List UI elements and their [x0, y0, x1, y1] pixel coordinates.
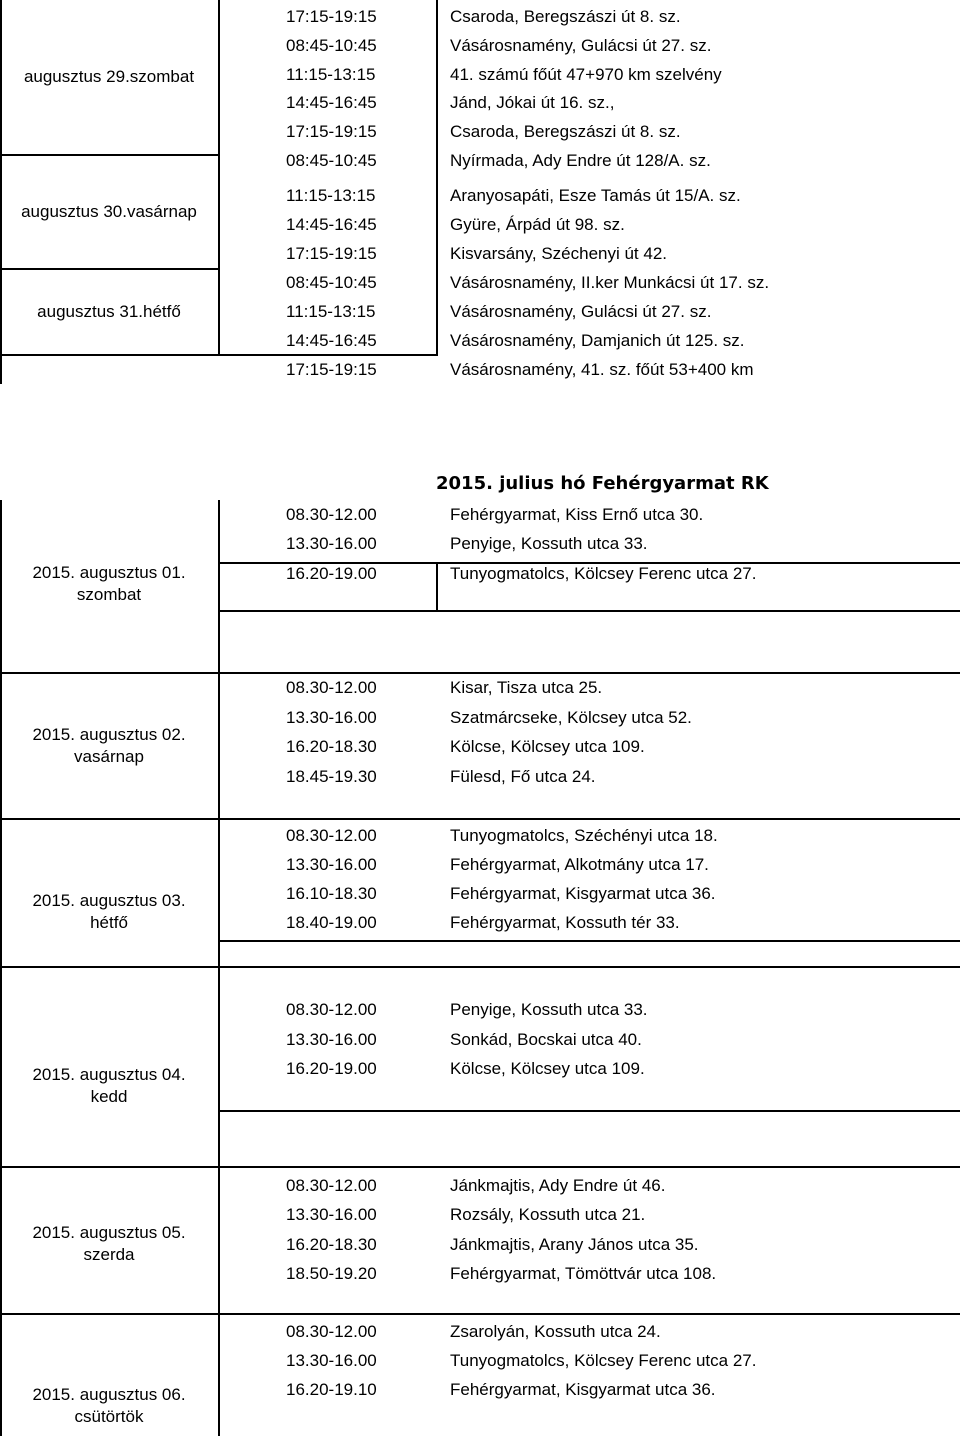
time-cell: 08.30-12.00	[286, 505, 377, 524]
day-separator	[0, 672, 960, 674]
time-cell: 16.20-19.00	[286, 564, 377, 583]
day-label	[0, 0, 218, 154]
day-weekday: vasárnap	[74, 747, 144, 766]
day-date: 2015. augusztus 01.	[32, 563, 186, 582]
location-cell: Fehérgyarmat, Tömöttvár utca 108.	[450, 1264, 717, 1283]
location-cell: Aranyosapáti, Esze Tamás út 15/A. sz.	[450, 186, 741, 205]
time-cell: 16.20-18.30	[286, 737, 377, 756]
day-label	[0, 556, 218, 612]
location-cell: Sonkád, Bocskai utca 40.	[450, 1030, 642, 1049]
location-cell: Tunyogmatolcs, Széchényi utca 18.	[450, 826, 718, 845]
time-cell: 14:45-16:45	[286, 93, 377, 112]
day-date: 2015. augusztus 03.	[32, 891, 186, 910]
time-cell: 11:15-13:15	[286, 302, 376, 321]
time-cell: 08.30-12.00	[286, 826, 377, 845]
time-cell: 08:45-10:45	[286, 151, 377, 170]
location-cell: 41. számú főút 47+970 km szelvény	[450, 65, 722, 84]
location-cell: Vásárosnamény, 41. sz. főút 53+400 km	[450, 360, 754, 379]
location-cell: Zsarolyán, Kossuth utca 24.	[450, 1322, 661, 1341]
time-cell: 17:15-19:15	[286, 360, 377, 379]
time-cell: 11:15-13:15	[286, 186, 376, 205]
time-cell: 16.20-19.10	[286, 1380, 377, 1399]
location-cell: Fehérgyarmat, Kisgyarmat utca 36.	[450, 1380, 716, 1399]
location-cell: Fülesd, Fő utca 24.	[450, 767, 596, 786]
location-cell: Vásárosnamény, Damjanich út 125. sz.	[450, 331, 745, 350]
location-cell: Kölcse, Kölcsey utca 109.	[450, 1059, 645, 1078]
location-cell: Fehérgyarmat, Kisgyarmat utca 36.	[450, 884, 716, 903]
location-cell: Fehérgyarmat, Kossuth tér 33.	[450, 913, 680, 932]
time-cell: 13.30-16.00	[286, 534, 377, 553]
day-label	[0, 1378, 218, 1434]
time-cell: 13.30-16.00	[286, 708, 377, 727]
time-cell: 14:45-16:45	[286, 215, 377, 234]
location-cell: Csaroda, Beregszászi út 8. sz.	[450, 122, 681, 141]
left-border	[0, 500, 2, 1436]
location-cell: Penyige, Kossuth utca 33.	[450, 534, 648, 553]
location-cell: Kisar, Tisza utca 25.	[450, 678, 603, 697]
day-date: 2015. augusztus 05.	[32, 1223, 186, 1242]
day-separator	[0, 818, 960, 820]
day-weekday: szombat	[76, 585, 142, 604]
day-weekday: csütörtök	[74, 1407, 144, 1426]
location-cell: Jánd, Jókai út 16. sz.,	[450, 93, 615, 112]
top-divider-2	[436, 0, 438, 356]
day-date: 2015. augusztus 04.	[32, 1065, 186, 1084]
day-separator	[0, 966, 960, 968]
time-cell: 18.50-19.20	[286, 1264, 377, 1283]
day-label	[0, 884, 218, 940]
day-label-text: augusztus 30.vasárnap	[21, 202, 197, 221]
time-cell: 08:45-10:45	[286, 36, 377, 55]
day-weekday: hétfő	[90, 913, 128, 932]
time-cell: 08.30-12.00	[286, 1000, 377, 1019]
day-separator	[0, 1166, 960, 1168]
location-cell: Nyírmada, Ady Endre út 128/A. sz.	[450, 151, 711, 170]
location-cell: Fehérgyarmat, Alkotmány utca 17.	[450, 855, 709, 874]
location-cell: Tunyogmatolcs, Kölcsey Ferenc utca 27.	[450, 564, 757, 583]
row-line	[220, 940, 960, 942]
day-label	[0, 270, 218, 354]
day-date: 2015. augusztus 02.	[32, 725, 186, 744]
location-cell: Kisvarsány, Széchenyi út 42.	[450, 244, 668, 263]
time-cell: 13.30-16.00	[286, 1030, 377, 1049]
day-date: 2015. augusztus 06.	[32, 1385, 186, 1404]
location-cell: Rozsály, Kossuth utca 21.	[450, 1205, 646, 1224]
location-cell: Fehérgyarmat, Kiss Ernő utca 30.	[450, 505, 704, 524]
time-cell: 17:15-19:15	[286, 244, 377, 263]
column-divider	[436, 562, 438, 610]
day-label-text: augusztus 31.hétfő	[37, 302, 181, 321]
day-label	[0, 718, 218, 774]
row-line	[220, 610, 960, 612]
location-cell: Jánkmajtis, Ady Endre út 46.	[450, 1176, 666, 1195]
time-cell: 13.30-16.00	[286, 1205, 377, 1224]
time-cell: 17:15-19:15	[286, 122, 377, 141]
time-cell: 16.10-18.30	[286, 884, 377, 903]
location-cell: Penyige, Kossuth utca 33.	[450, 1000, 648, 1019]
time-cell: 16.20-18.30	[286, 1235, 377, 1254]
time-cell: 08:45-10:45	[286, 273, 377, 292]
day-label	[0, 156, 218, 268]
day-label	[0, 1058, 218, 1114]
time-cell: 18.45-19.30	[286, 767, 377, 786]
time-cell: 08.30-12.00	[286, 1176, 377, 1195]
row-separator	[0, 354, 438, 356]
row-line	[220, 1110, 960, 1112]
column-divider	[218, 500, 220, 1436]
page-heading: 2015. julius hó Fehérgyarmat RK	[436, 473, 769, 494]
day-label-text: augusztus 29.szombat	[23, 67, 195, 86]
time-cell: 16.20-19.00	[286, 1059, 377, 1078]
top-divider-1	[218, 0, 220, 356]
day-weekday: kedd	[90, 1087, 128, 1106]
time-cell: 08.30-12.00	[286, 678, 377, 697]
location-cell: Csaroda, Beregszászi út 8. sz.	[450, 7, 681, 26]
location-cell: Tunyogmatolcs, Kölcsey Ferenc utca 27.	[450, 1351, 757, 1370]
time-cell: 13.30-16.00	[286, 855, 377, 874]
time-cell: 11:15-13:15	[286, 65, 376, 84]
time-cell: 13.30-16.00	[286, 1351, 377, 1370]
day-separator	[0, 1313, 960, 1315]
time-cell: 08.30-12.00	[286, 1322, 377, 1341]
time-cell: 14:45-16:45	[286, 331, 377, 350]
location-cell: Vásárosnamény, Gulácsi út 27. sz.	[450, 302, 712, 321]
time-cell: 18.40-19.00	[286, 913, 377, 932]
location-cell: Gyüre, Árpád út 98. sz.	[450, 215, 625, 234]
location-cell: Kölcse, Kölcsey utca 109.	[450, 737, 645, 756]
time-cell: 17:15-19:15	[286, 7, 377, 26]
day-weekday: szerda	[83, 1245, 135, 1264]
location-cell: Vásárosnamény, II.ker Munkácsi út 17. sz.	[450, 273, 770, 292]
day-label	[0, 1216, 218, 1272]
location-cell: Jánkmajtis, Arany János utca 35.	[450, 1235, 699, 1254]
location-cell: Szatmárcseke, Kölcsey utca 52.	[450, 708, 692, 727]
location-cell: Vásárosnamény, Gulácsi út 27. sz.	[450, 36, 712, 55]
